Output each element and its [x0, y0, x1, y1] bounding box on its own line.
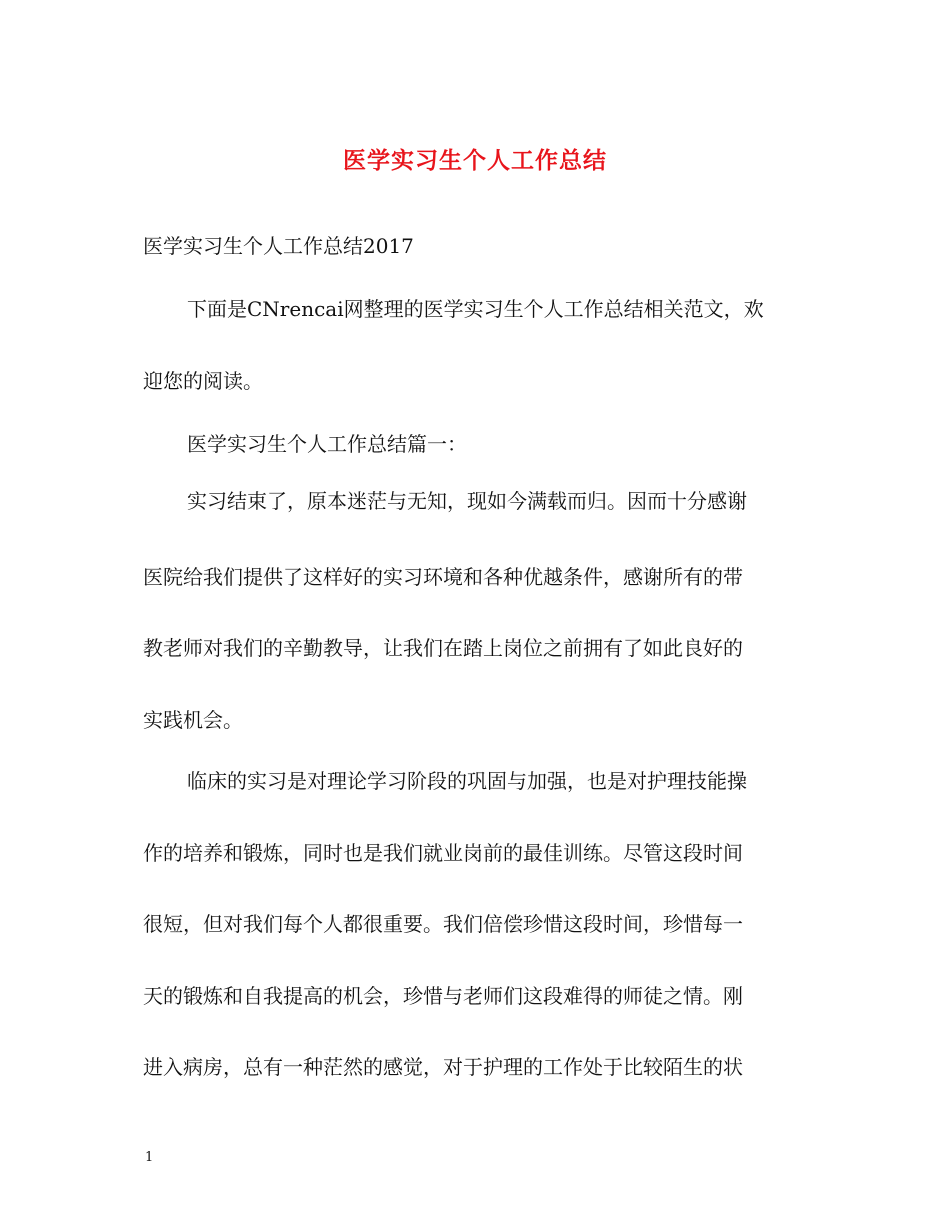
paragraph-line: 实习结束了，原本迷茫与无知，现如今满载而归。因而十分感谢 — [187, 489, 747, 513]
paragraph-line: 下面是CNrencai网整理的医学实习生个人工作总结相关范文，欢 — [187, 297, 764, 321]
paragraph-line: 很短，但对我们每个人都很重要。我们倍偿珍惜这段时间，珍惜每一 — [143, 912, 743, 936]
paragraph-line: 进入病房，总有一种茫然的感觉，对于护理的工作处于比较陌生的状 — [143, 1055, 743, 1079]
paragraph-line: 教老师对我们的辛勤教导，让我们在踏上岗位之前拥有了如此良好的 — [143, 636, 743, 660]
page-number: 1 — [145, 1150, 154, 1165]
paragraph-line: 迎您的阅读。 — [143, 369, 263, 393]
paragraph-line: 医院给我们提供了这样好的实习环境和各种优越条件，感谢所有的带 — [143, 565, 743, 589]
document-title: 医学实习生个人工作总结 — [343, 147, 607, 174]
subtitle-line: 医学实习生个人工作总结2017 — [143, 234, 414, 258]
paragraph-line: 天的锻炼和自我提高的机会，珍惜与老师们这段难得的师徒之情。刚 — [143, 984, 743, 1008]
paragraph-line: 临床的实习是对理论学习阶段的巩固与加强，也是对护理技能操 — [187, 769, 747, 793]
section-heading: 医学实习生个人工作总结篇一： — [187, 432, 467, 456]
paragraph-line: 作的培养和锻炼，同时也是我们就业岗前的最佳训练。尽管这段时间 — [143, 841, 743, 865]
paragraph-line: 实践机会。 — [143, 708, 243, 732]
